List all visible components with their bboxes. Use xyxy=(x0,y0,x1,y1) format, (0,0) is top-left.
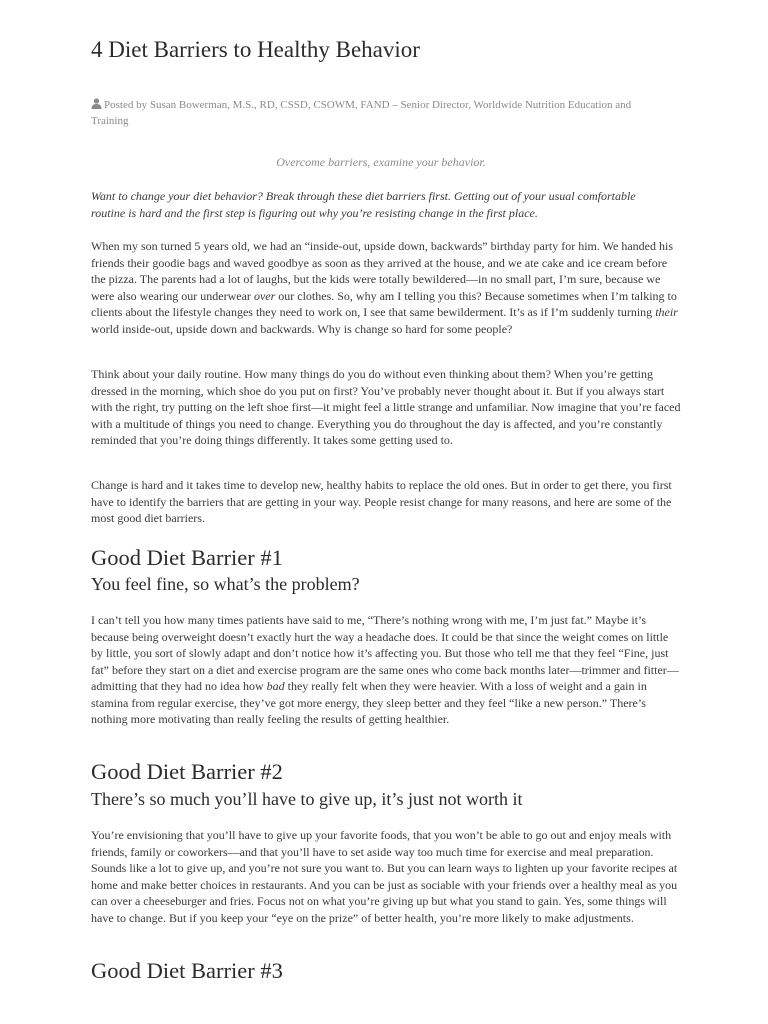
page-title: 4 Diet Barriers to Healthy Behavior xyxy=(91,37,420,62)
byline xyxy=(91,97,666,129)
emphasis-bad: bad xyxy=(266,679,285,693)
barrier-1-heading: Good Diet Barrier #1 xyxy=(91,545,283,570)
barrier-1-paragraph: I can’t tell you how many times patients have said to me, “There’s nothing wrong with me, I’m just fat.” Maybe it’s because being overweight doesn’t exactly hurt the way a headache does. It could be that since the weight comes on little by little, you sort of slowly adapt and don’t notice how it’s affecting you. But those who tell me that they feel “Fine, just fat” before they start on a diet and exercise program are the same ones who come back months later—trimmer and fitter—admitting that they had no idea how bad they really felt when they were heavier. With a loss of weight and a gain in stamina from regular exercise, they’ve got more energy, they sleep better and they feel “like a new person.” There’s nothing more motivating than really feeling the results of getting healthier. xyxy=(91,613,679,726)
barrier-3-heading: Good Diet Barrier #3 xyxy=(91,958,283,983)
paragraph-daily-routine: Think about your daily routine. How many things do you do without even thinking about them? When you’re getting dressed in the morning, which shoe do you put on first? You’ve probably never thought about it. But if you always start with the right, try putting on the left shoe first—it might feel a little strange and unfamiliar. Now imagine that you’re faced with a multitude of things you need to change. Everything you do throughout the day is affected, and you’re constantly reminded that you’re doing things differently. It takes some getting used to. xyxy=(91,367,681,447)
barrier-2-heading: Good Diet Barrier #2 xyxy=(91,759,283,784)
user-icon xyxy=(91,98,102,109)
paragraph-change-is-hard: Change is hard and it takes time to develop new, healthy habits to replace the old ones. But in order to get there, you first have to identify the barriers that are getting in your way. People resist change for many reasons, and here are some of the most good diet barriers. xyxy=(91,478,672,525)
intro-paragraph: Want to change your diet behavior? Break through these diet barriers first. Getting out of your usual comfortable routine is hard and the first step is figuring out why you’re resisting change in the first place. xyxy=(91,189,636,220)
barrier-2-paragraph: You’re envisioning that you’ll have to give up your favorite foods, that you won’t be able to go out and enjoy meals with friends, family or coworkers—and that you’ll have to set aside way too much time for exercise and meal preparation. Sounds like a lot to give up, and you’re not sure you want to. But you can learn ways to lighten up your favorite recipes at home and make better choices in restaurants. And you can be just as sociable with your friends over a healthy meal as you can over a cheeseburger and fries. Focus not on what you’re giving up but what you stand to gain. Yes, some things will have to change. But if you keep your “eye on the prize” of better health, you’re more likely to make adjustments. xyxy=(91,828,678,925)
emphasis-over: over xyxy=(253,288,276,303)
byline-text: Posted by Susan Bowerman, M.S., RD, CSSD, CSOWM, FAND – Senior Director, Worldwide Nutrition Education and Training xyxy=(91,99,632,127)
emphasis-their: their xyxy=(655,305,678,319)
barrier-2-subheading: There’s so much you’ll have to give up, it’s just not worth it xyxy=(91,789,523,809)
tagline: Overcome barriers, examine your behavior. xyxy=(276,155,486,169)
paragraph-birthday-party: When my son turned 5 years old, we had an “inside-out, upside down, backwards” birthday party for him. We handed his friends their goodie bags and waved goodbye as soon as they arrived at the house, and we ate cake and ice cream before the pizza. The parents had a lot of laughs, but the kids were totally bewildered—in no small part, I’m sure, because we were also wearing our underwear over our clothes. So, why am I telling you this? Because sometimes when I’m talking to clients about the lifestyle changes they need to work on, I see that same bewilderment. It’s as if I’m suddenly turning their world inside-out, upside down and backwards. Why is change so hard for some people? xyxy=(91,239,678,336)
barrier-1-subheading: You feel fine, so what’s the problem? xyxy=(91,574,360,594)
